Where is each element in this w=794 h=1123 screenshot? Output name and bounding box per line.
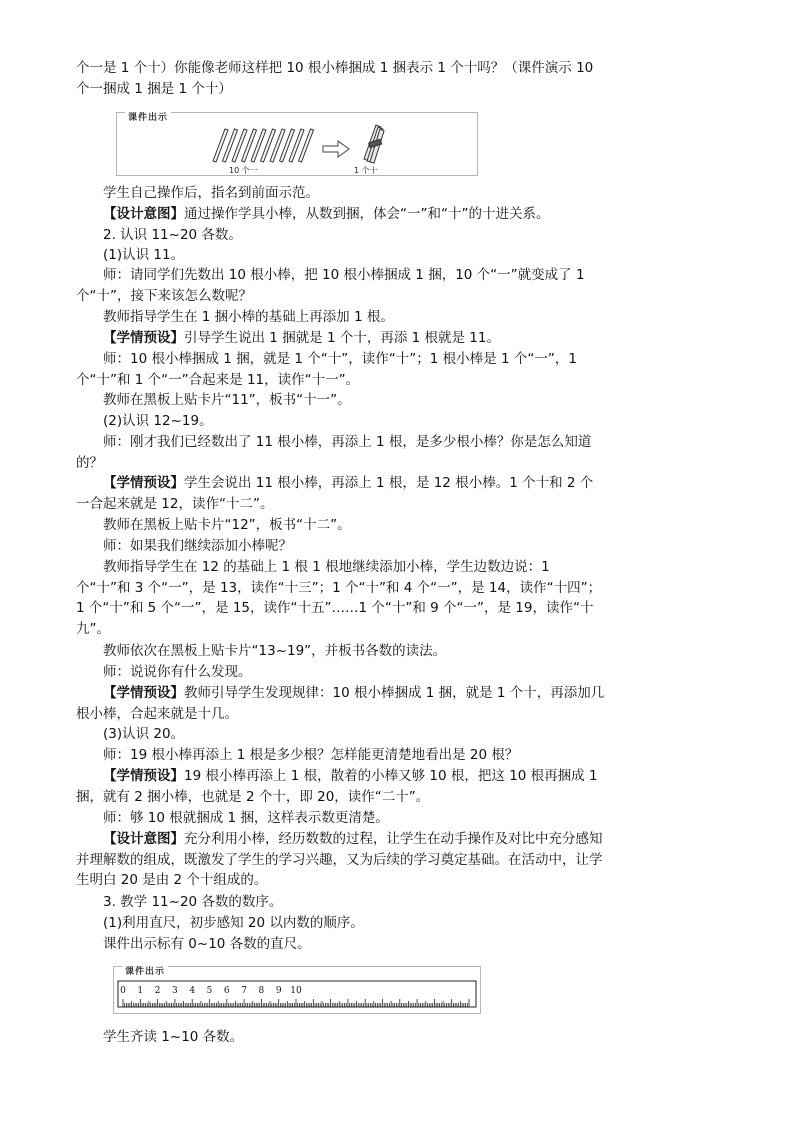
paragraph-5	[76, 245, 606, 266]
paragraph-text: 师：刚才我们已经数出了 11 根小棒，再添上 1 根，是多少根小棒？你是怎么知道的？	[76, 434, 592, 471]
ruler-number: 10	[290, 986, 302, 996]
paragraph-7	[76, 307, 606, 328]
paragraph-8	[76, 328, 606, 349]
courseware-figure-sticks	[116, 112, 478, 176]
paragraph-25	[76, 892, 606, 913]
ruler-number: 6	[223, 986, 230, 996]
paragraph-6	[76, 265, 606, 306]
paragraph-10	[76, 390, 606, 411]
ruler-number: 4	[189, 986, 196, 996]
paragraph-3	[76, 204, 606, 225]
paragraph-13	[76, 473, 606, 514]
paragraph-text: (3)认识 20。	[103, 726, 185, 742]
section-label: 【学情预设】	[103, 685, 184, 701]
paragraph-22	[76, 766, 606, 807]
paragraph-1	[76, 58, 606, 99]
figure-label: 课件出示	[122, 966, 168, 978]
paragraph-text: (1)利用直尺，初步感知 20 以内数的顺序。	[103, 915, 364, 931]
paragraph-11	[76, 411, 606, 432]
paragraph-text: (1)认识 11。	[103, 247, 185, 263]
arrow-icon	[323, 141, 349, 157]
paragraph-19	[76, 683, 606, 724]
paragraph-17	[76, 641, 606, 662]
paragraph-text: 学生自己操作后，指名到前面示范。	[103, 185, 319, 201]
paragraph-26	[76, 913, 606, 934]
paragraph-text: 师：19 根小棒再添上 1 根是多少根？怎样能更清楚地看出是 20 根？	[103, 747, 519, 763]
section-label: 【学情预设】	[103, 330, 184, 346]
caption-one-ten: 1 个十	[354, 166, 378, 175]
ruler-number: 5	[206, 986, 213, 996]
ruler-number: 3	[172, 986, 178, 996]
paragraph-text: 学生会说出 11 根小棒，再添上 1 根，是 12 根小棒。1 个十和 2 个一合起来就是 12，读作“十二”。	[76, 475, 594, 512]
paragraph-4	[76, 225, 606, 246]
paragraph-24	[76, 829, 606, 891]
ruler-number: 7	[241, 986, 247, 996]
paragraph-27	[76, 934, 606, 955]
paragraph-12	[76, 432, 606, 473]
ruler	[114, 967, 480, 1013]
paragraph-text: 师：如果我们继续添加小棒呢？	[103, 538, 292, 554]
courseware-figure-ruler	[113, 966, 481, 1014]
sticks-illustration	[117, 113, 477, 175]
paragraph-text: 2. 认识 11~20 各数。	[103, 227, 242, 243]
paragraph-text: 教师在黑板上贴卡片“11”，板书“十一”。	[103, 392, 351, 408]
paragraph-text: 教师引导学生发现规律：10 根小棒捆成 1 捆，就是 1 个十，再添加几根小棒，合起来就是十几。	[76, 685, 605, 722]
paragraph-text: 个一是 1 个十）你能像老师这样把 10 根小棒捆成 1 捆表示 1 个十吗？（课件演示 10 个一捆成 1 捆是 1 个十）	[76, 60, 594, 97]
ruler-number: 1	[137, 986, 144, 996]
paragraph-9	[76, 349, 606, 390]
paragraph-15	[76, 536, 606, 557]
paragraph-text: 引导学生说出 1 捆就是 1 个十，再添 1 根就是 11。	[184, 330, 500, 346]
loose-sticks	[213, 129, 314, 162]
paragraph-text: 教师在黑板上贴卡片“12”，板书“十二”。	[103, 517, 351, 533]
section-label: 【学情预设】	[103, 768, 184, 784]
paragraph-text: 充分利用小棒，经历数数的过程，让学生在动手操作及对比中充分感知并理解数的组成，既激发了学生的学习兴趣，又为后续的学习奠定基础。在活动中，让学生明白 20 是由 2 个十组成的。	[76, 831, 603, 888]
paragraph-text: (2)认识 12~19。	[103, 413, 213, 429]
section-label: 【设计意图】	[103, 831, 184, 847]
section-label: 【设计意图】	[103, 206, 184, 222]
paragraph-text: 教师指导学生在 12 的基础上 1 根 1 根地继续添加小棒，学生边数边说：1 个“十”和 3 个“一”，是 13，读作“十三”；1 个“十”和 4 个“一”，是 14，读作“十四”；1 个“十”和 5 个“一”，是 15，读作“十五”……1 个“十”和 9 个“一”，是 19，读作“十九”。	[76, 559, 602, 637]
ruler-number: 8	[258, 986, 265, 996]
paragraph-21	[76, 745, 606, 766]
paragraph-20	[76, 724, 606, 745]
paragraph-text: 学生齐读 1~10 各数。	[103, 1029, 244, 1045]
paragraph-text: 通过操作学具小棒，从数到捆，体会“一”和“十”的十进关系。	[184, 206, 550, 222]
paragraph-18	[76, 662, 606, 683]
paragraph-14	[76, 515, 606, 536]
paragraph-text: 师：说说你有什么发现。	[103, 664, 252, 680]
paragraph-text: 3. 教学 11~20 各数的数序。	[103, 894, 283, 910]
paragraph-23	[76, 808, 606, 829]
paragraph-2	[76, 183, 606, 204]
caption-ten-ones: 10 个一	[229, 166, 258, 175]
bundle-icon	[364, 125, 384, 163]
paragraph-text: 师：请同学们先数出 10 根小棒，把 10 根小棒捆成 1 捆，10 个“一”就变成了 1 个“十”，接下来该怎么数呢？	[76, 267, 585, 304]
ruler-number: 0	[120, 986, 126, 996]
paragraph-text: 教师指导学生在 1 捆小棒的基础上再添加 1 根。	[103, 309, 394, 325]
paragraph-text: 课件出示标有 0~10 各数的直尺。	[103, 936, 311, 952]
paragraph-text: 师：10 根小棒捆成 1 捆，就是 1 个“十”，读作“十”；1 根小棒是 1 个“一”，1 个“十”和 1 个“一”合起来是 11，读作“十一”。	[76, 351, 577, 388]
paragraph-text: 教师依次在黑板上贴卡片“13~19”，并板书各数的读法。	[103, 643, 447, 659]
figure-label: 课件出示	[125, 112, 171, 124]
ruler-number: 9	[275, 986, 282, 996]
paragraph-28	[76, 1027, 606, 1048]
paragraph-text: 师：够 10 根就捆成 1 捆，这样表示数更清楚。	[103, 810, 389, 826]
ruler-number: 2	[154, 986, 161, 996]
section-label: 【学情预设】	[103, 475, 184, 491]
paragraph-text: 19 根小棒再添上 1 根，散着的小棒又够 10 根，把这 10 根再捆成 1 捆，就有 2 捆小棒，也就是 2 个十，即 20，读作“二十”。	[76, 768, 598, 805]
paragraph-16	[76, 557, 606, 639]
